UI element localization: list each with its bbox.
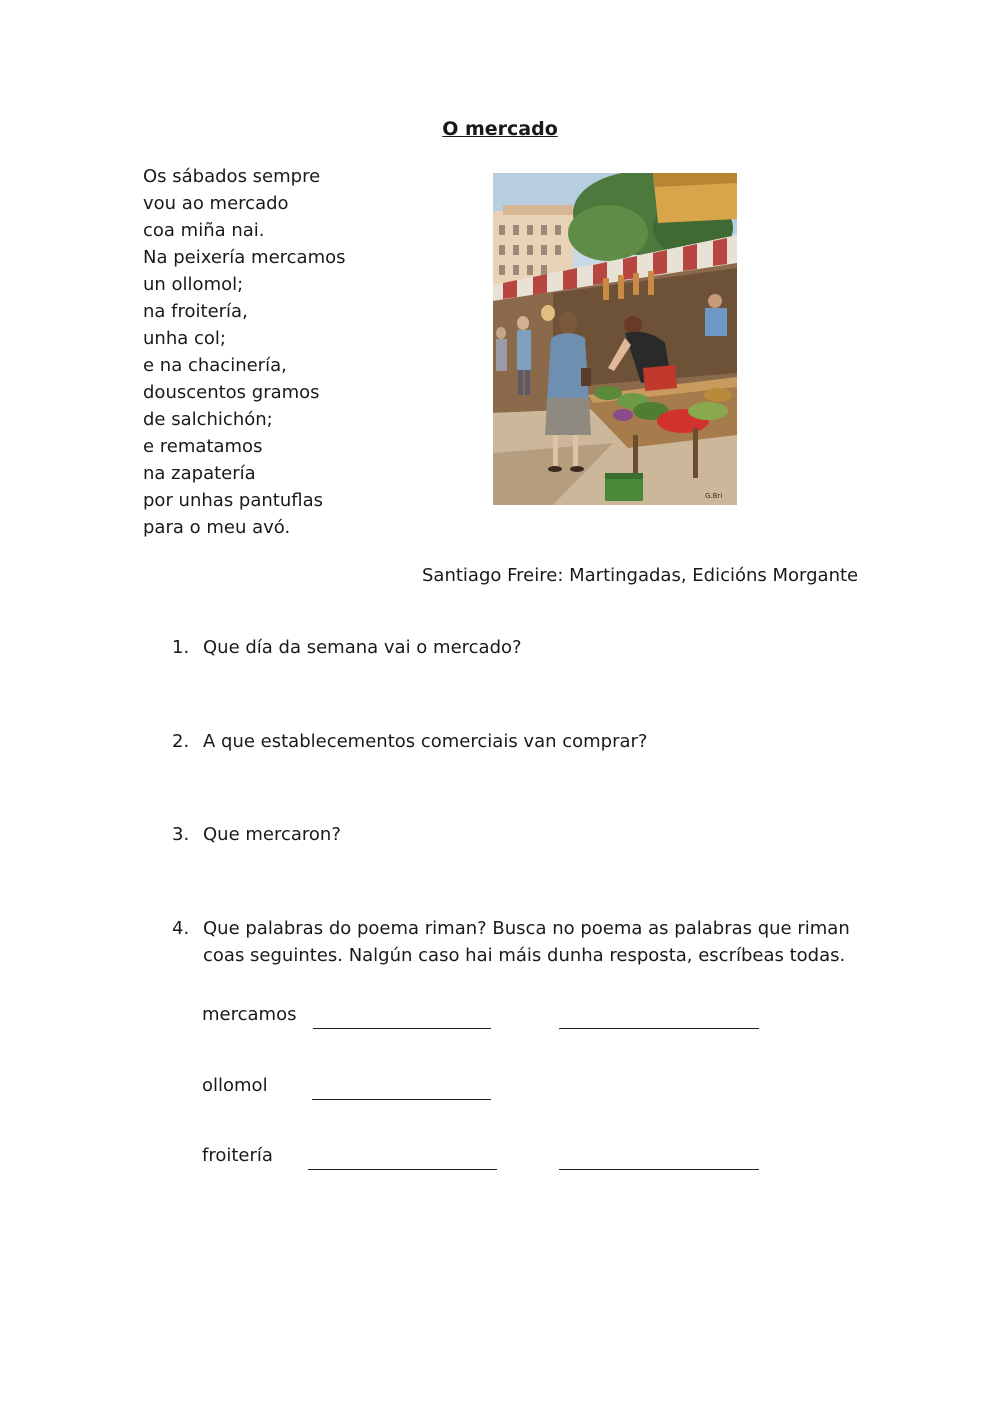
poem-line: vou ao mercado <box>143 193 289 214</box>
poem <box>143 163 443 541</box>
poem-line: un ollomol; <box>143 274 244 295</box>
question-number: 3. <box>172 824 190 845</box>
poem-line: e na chacinería, <box>143 355 287 376</box>
poem-line: coa miña nai. <box>143 220 265 241</box>
question-number: 4. <box>172 918 190 939</box>
question-text: A que establecementos comerciais van comprar? <box>203 731 648 752</box>
question-2 <box>172 728 862 755</box>
answer-blank[interactable] <box>559 1169 759 1170</box>
question-number: 2. <box>172 731 190 752</box>
poem-line: unha col; <box>143 328 226 349</box>
poem-line: na froitería, <box>143 301 248 322</box>
market-painting <box>493 173 737 505</box>
svg-text:G.Bri: G.Bri <box>705 492 723 500</box>
answer-blank[interactable] <box>308 1169 497 1170</box>
question-3 <box>172 821 862 848</box>
poem-line: por unhas pantuflas <box>143 490 323 511</box>
poem-attribution: Santiago Freire: Martingadas, Edicións Morgante <box>422 565 859 586</box>
question-1 <box>172 634 862 661</box>
poem-line: e rematamos <box>143 436 263 457</box>
rhyme-word: ollomol <box>202 1075 268 1096</box>
poem-line: douscentos gramos <box>143 382 320 403</box>
poem-line: Os sábados sempre <box>143 166 321 187</box>
rhyme-word: mercamos <box>202 1004 297 1025</box>
rhyme-word: froitería <box>202 1145 273 1166</box>
question-4 <box>172 915 862 969</box>
question-text: Que día da semana vai o mercado? <box>203 637 522 658</box>
answer-blank[interactable] <box>313 1028 491 1029</box>
answer-blank[interactable] <box>559 1028 759 1029</box>
poem-line: Na peixería mercamos <box>143 247 346 268</box>
poem-line: de salchichón; <box>143 409 273 430</box>
poem-line: na zapatería <box>143 463 256 484</box>
poem-line: para o meu avó. <box>143 517 291 538</box>
question-text: Que mercaron? <box>203 824 341 845</box>
question-number: 1. <box>172 637 190 658</box>
page-title: O mercado <box>442 118 558 140</box>
question-text: Que palabras do poema riman? Busca no poema as palabras que riman coas seguintes. Nalgún caso hai máis dunha resposta, escríbeas todas. <box>203 918 850 966</box>
answer-blank[interactable] <box>312 1099 491 1100</box>
